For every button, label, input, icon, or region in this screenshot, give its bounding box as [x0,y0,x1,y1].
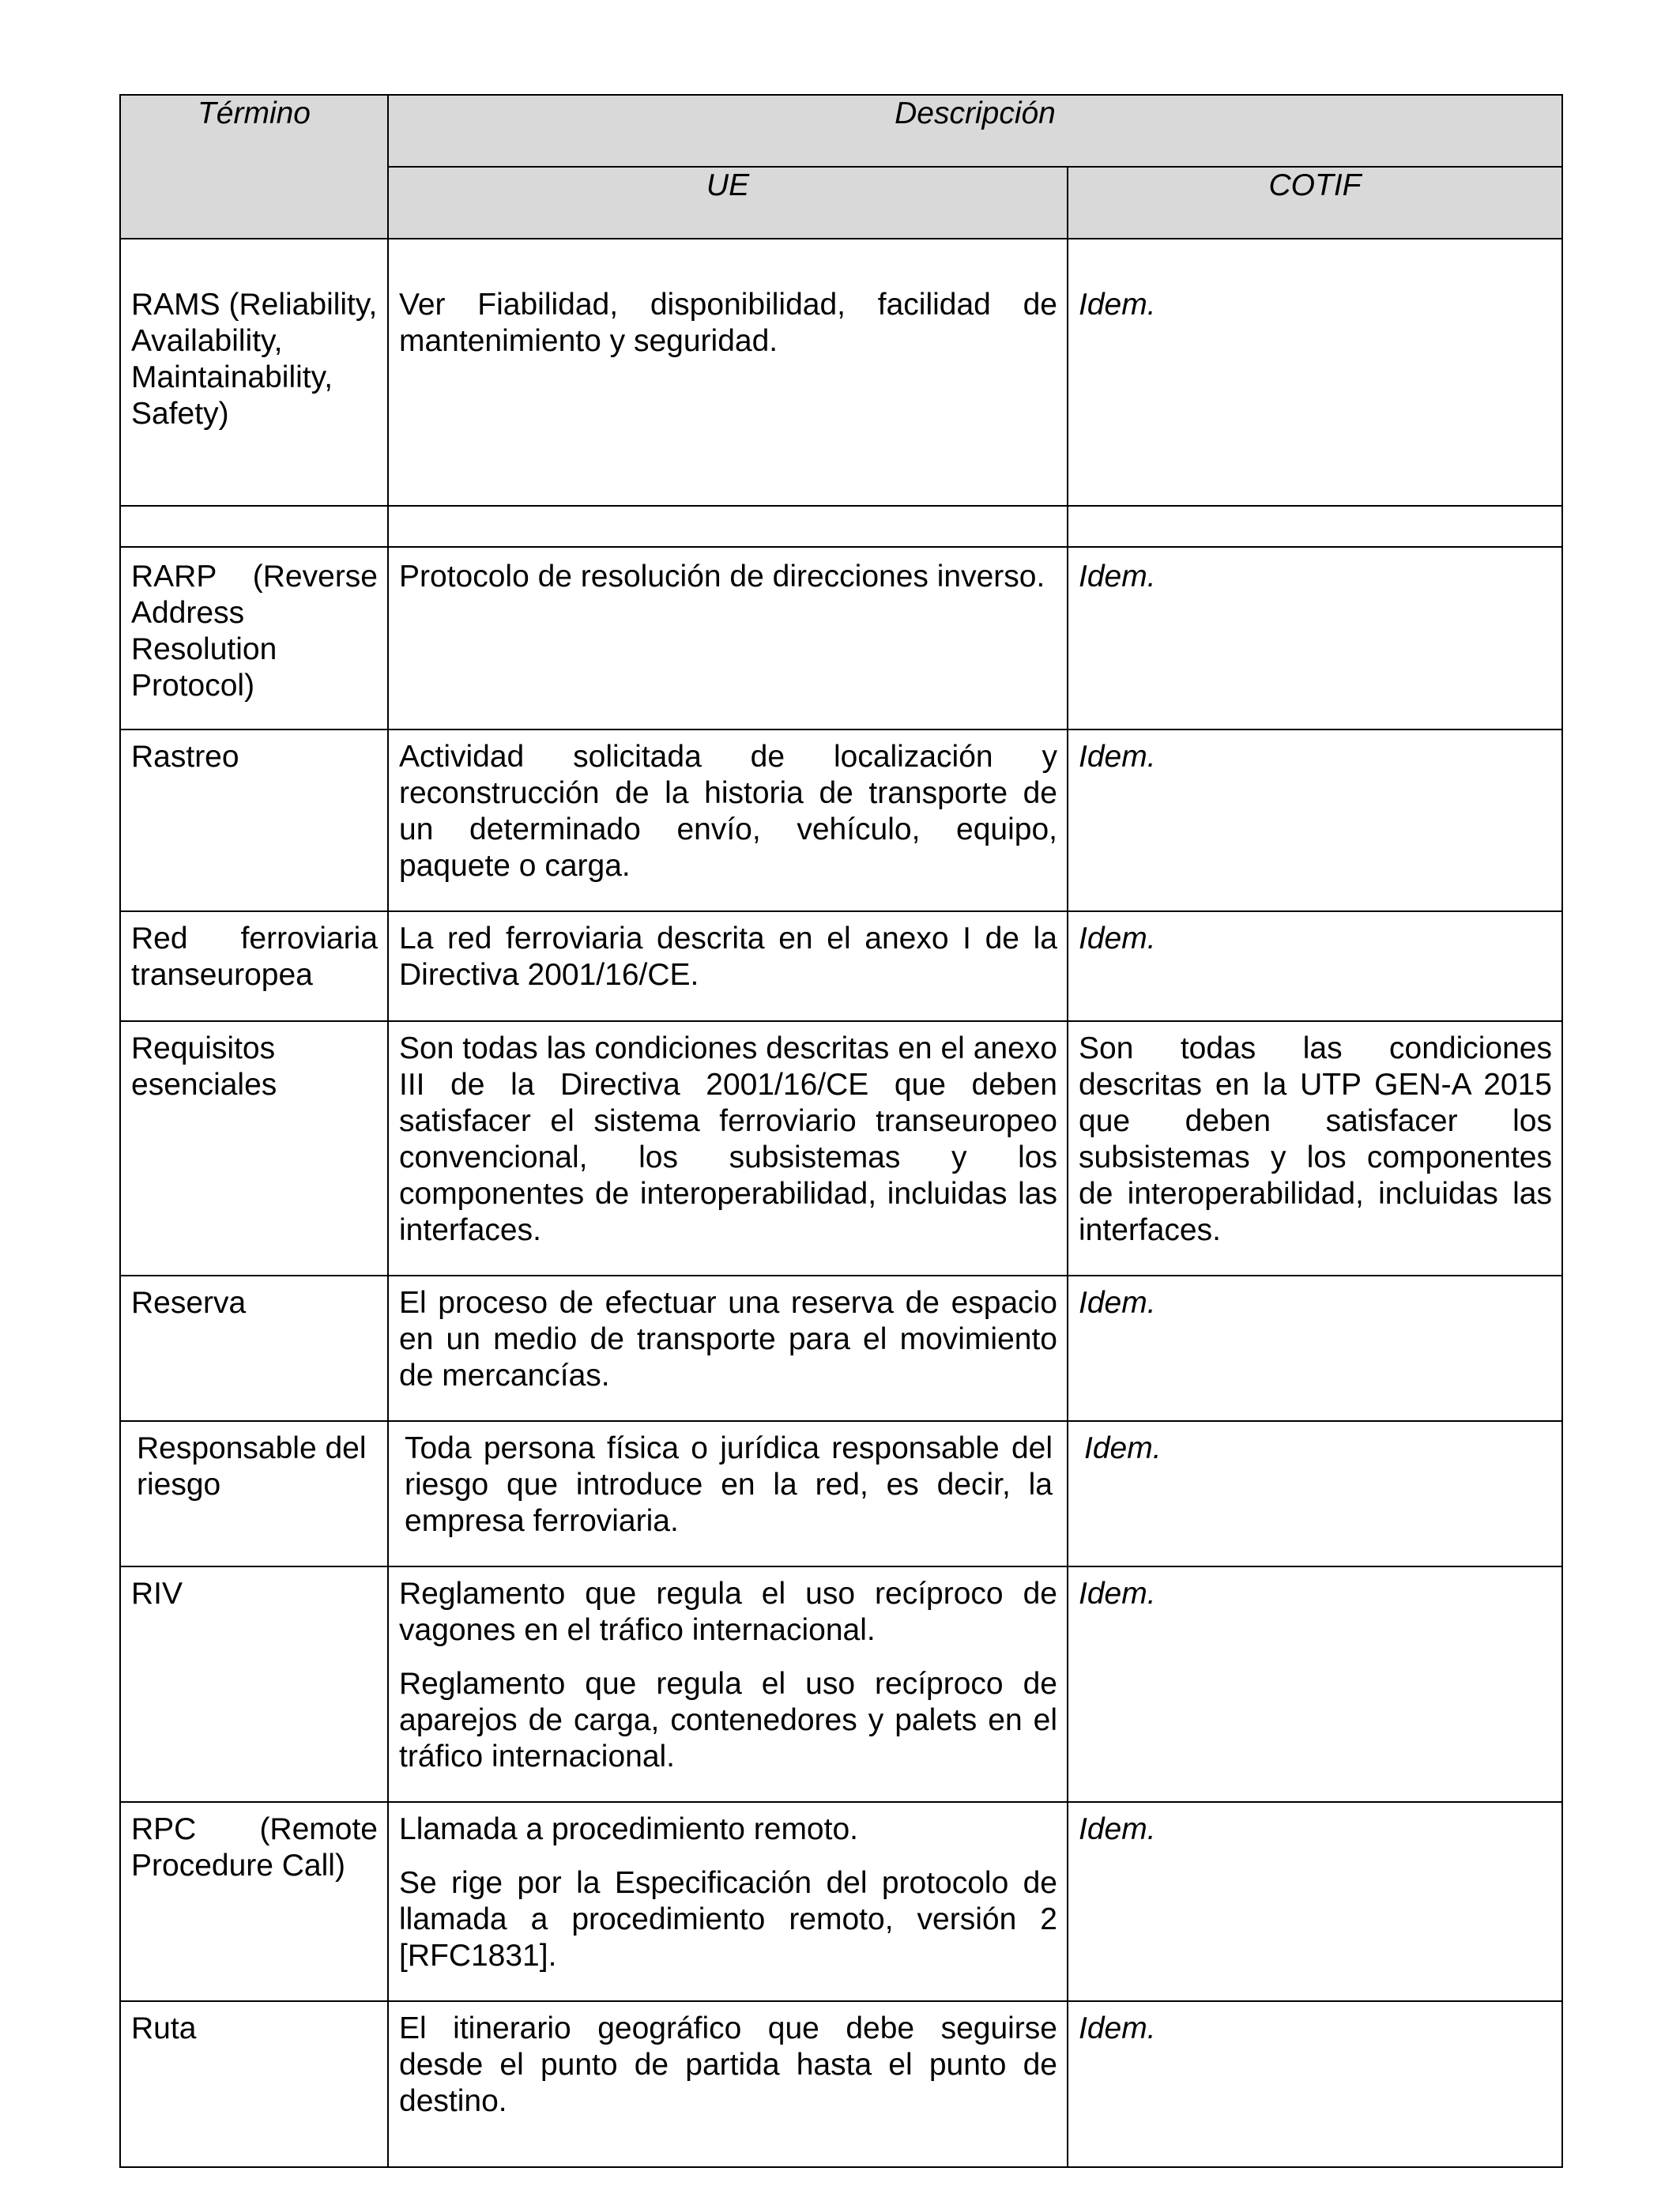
ue-text: Llamada a procedimiento remoto. [399,1812,858,1846]
cotif-cell [1068,911,1562,1021]
empty-row [120,506,1562,547]
term-text: Rastreo [131,740,239,774]
cotif-text: Idem. [1079,288,1156,322]
cotif-cell [1068,2001,1562,2167]
ue-cell [388,1276,1068,1421]
table-row [120,729,1562,911]
ue-cell [388,2001,1068,2167]
term-cell [120,1421,388,1566]
ue-cell [388,239,1068,506]
table-row [120,239,1562,506]
ue-text: El proceso de efectuar una reserva de espacio en un medio de transporte para el movimiento de mercancías. [399,1286,1057,1393]
table-header [120,95,1562,239]
cotif-text: Idem. [1079,922,1156,956]
term-cell [120,547,388,729]
ue-text: Ver Fiabilidad, disponibilidad, facilidad de mantenimiento y seguridad. [399,288,1057,358]
term-text: RARP (Reverse Address Resolution Protocol) [131,560,378,703]
cotif-text: Idem. [1079,740,1156,774]
cotif-text: Idem. [1079,1577,1156,1611]
ue-cell [388,1566,1068,1802]
term-text: Requisitos esenciales [131,1031,277,1102]
term-text: Responsable del riesgo [137,1431,367,1502]
table-row [120,1021,1562,1276]
table-row [120,1802,1562,2001]
table-row [120,1421,1562,1566]
cotif-text: Idem. [1079,1812,1156,1846]
term-cell [120,1802,388,2001]
empty-cell [120,506,388,547]
term-cell [120,1566,388,1802]
header-description: Descripción [388,95,1562,167]
ue-cell [388,1421,1068,1566]
header-ue: UE [388,167,1068,239]
ue-cell [388,547,1068,729]
ue-cell [388,1021,1068,1276]
empty-cell [388,506,1068,547]
term-text: RIV [131,1577,183,1611]
term-cell [120,2001,388,2167]
cotif-text: Idem. [1084,1431,1162,1465]
glossary-table [119,94,1563,2168]
cotif-cell [1068,1421,1562,1566]
cotif-cell [1068,1021,1562,1276]
header-cotif: COTIF [1068,167,1562,239]
table-row [120,547,1562,729]
term-cell [120,911,388,1021]
ue-cell [388,911,1068,1021]
ue-cell [388,1802,1068,2001]
cotif-cell [1068,1566,1562,1802]
cotif-text: Idem. [1079,1286,1156,1320]
term-cell [120,729,388,911]
empty-cell [1068,506,1562,547]
table-row [120,1276,1562,1421]
cotif-text: Son todas las condiciones descritas en la UTP GEN-A 2015 que deben satisfacer los subsistemas y los componentes de interoperabilidad, incluidas las interfaces. [1079,1031,1552,1247]
ue-text: Se rige por la Especificación del protocolo de llamada a procedimiento remoto, versión 2 [RFC1831]. [399,1866,1057,1973]
term-cell [120,1276,388,1421]
ue-text: Protocolo de resolución de direcciones inverso. [399,560,1045,594]
ue-text: Son todas las condiciones descritas en el anexo III de la Directiva 2001/16/CE que deben satisfacer el sistema ferroviario transeuropeo convencional, los subsistemas y los componentes de interoperabilidad, incluidas las interfaces. [399,1031,1057,1247]
table-row [120,2001,1562,2167]
ue-text: La red ferroviaria descrita en el anexo I de la Directiva 2001/16/CE. [399,922,1057,992]
cotif-cell [1068,547,1562,729]
term-text: Red ferroviaria transeuropea [131,922,378,992]
cotif-text: Idem. [1079,560,1156,594]
table-row [120,1566,1562,1802]
term-text: RAMS (Reliability, Availability, Maintainability, Safety) [131,288,378,431]
term-text: Ruta [131,2011,197,2045]
cotif-text: Idem. [1079,2011,1156,2045]
cotif-cell [1068,1802,1562,2001]
table-row [120,911,1562,1021]
header-term: Término [120,95,388,239]
cotif-cell [1068,729,1562,911]
term-cell [120,1021,388,1276]
ue-cell [388,729,1068,911]
term-text: Reserva [131,1286,247,1320]
ue-text: Reglamento que regula el uso recíproco de vagones en el tráfico internacional. [399,1577,1057,1647]
cotif-cell [1068,1276,1562,1421]
ue-text: El itinerario geográfico que debe seguirse desde el punto de partida hasta el punto de destino. [399,2011,1057,2118]
ue-text: Actividad solicitada de localización y reconstrucción de la historia de transporte de un determinado envío, vehículo, equipo, paquete o carga. [399,740,1057,883]
ue-text: Toda persona física o jurídica responsable del riesgo que introduce en la red, es decir, la empresa ferroviaria. [405,1431,1053,1538]
term-cell [120,239,388,506]
cotif-cell [1068,239,1562,506]
term-text: RPC (Remote Procedure Call) [131,1812,378,1883]
ue-text: Reglamento que regula el uso recíproco de aparejos de carga, contenedores y palets en el tráfico internacional. [399,1667,1057,1774]
